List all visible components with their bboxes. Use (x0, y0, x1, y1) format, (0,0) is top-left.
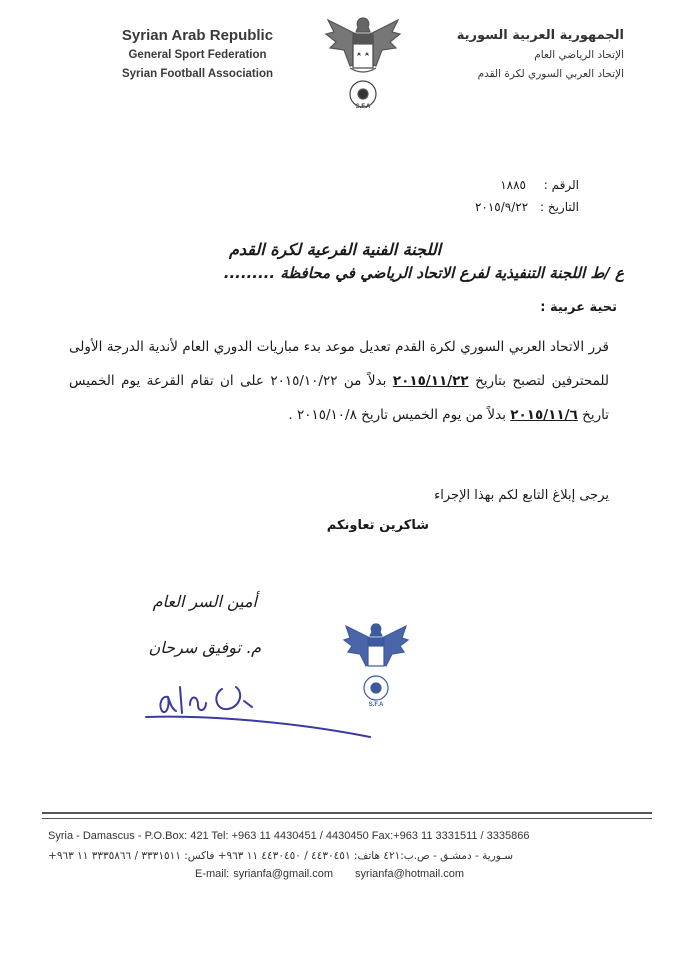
letterhead-arabic (384, 26, 624, 84)
reference-number-row (475, 174, 579, 196)
reference-date-label: التاريخ : (539, 200, 579, 214)
svg-text:S.F.A: S.F.A (368, 702, 384, 708)
reference-block (475, 174, 579, 218)
svg-text:S.F.A: S.F.A (355, 104, 371, 110)
email-hotmail-link[interactable]: syrianfa@hotmail.com (355, 868, 465, 880)
reference-number-label: الرقم : (543, 178, 579, 192)
footer-contact-en: Syria - Damascus - P.O.Box: 421 Tel: +963 11 4430451 / 4430450 Fax:+963 11 3331511 / 3335866 (48, 830, 530, 842)
federation-name-ar: الإتحاد الرياضي العام (534, 49, 624, 61)
email-label: E-mail: (195, 868, 230, 880)
signatory-title: أمين السر العام (152, 592, 257, 611)
reference-date-value: ٢٠١٥/٩/٢٢ (474, 200, 529, 214)
association-name-ar: الإتحاد العربي السوري لكرة القدم (477, 68, 624, 80)
reference-number-value: ١٨٨٥ (500, 178, 526, 192)
letter-body (69, 330, 609, 432)
addressee-executive-committee: ع /ط اللجنة التنفيذية لفرع الاتحاد الرياضي في محافظة ......... (223, 264, 624, 282)
greeting: تحية عربية : (540, 300, 617, 315)
request-note: يرجى إبلاغ التابع لكم بهذا الإجراء (434, 488, 609, 503)
body-part-3: بدلاً من يوم الخميس تاريخ ٢٠١٥/١٠/٨ . (288, 407, 506, 423)
official-stamp-icon (342, 618, 410, 710)
footer-contact-ar: سـورية - دمشـق - ص.ب:٤٢١ هاتف: ٤٤٣٠٤٥١ / ٤٤٣٠٤٥٠ ١١ ٩٦٣+ فاكس: ٣٣٣١٥١١ / ٣٣٣٥٨٦٦ ١١ ٩٦٣+ (48, 850, 514, 862)
body-part-1: قرر الاتحاد العربي السوري لكرة القدم تعديل موعد بدء مباريات الدوري العام لأندية الدرجة الأولى للمحترفين لتصبح بتاريخ (69, 339, 610, 389)
reference-date-row (475, 196, 579, 218)
new-draw-date: ٢٠١٥/١١/٦ (510, 407, 578, 423)
footer-emails (195, 868, 486, 880)
country-name-en: Syrian Arab Republic (121, 27, 274, 44)
footer-divider (42, 812, 652, 819)
country-name-ar: الجمهورية العربية السورية (456, 28, 624, 43)
letterhead-english (95, 26, 300, 84)
signatory-name: م. توفيق سرحان (148, 638, 261, 657)
new-start-date: ٢٠١٥/١١/٢٢ (392, 373, 469, 389)
addressee-committee: اللجنة الفنية الفرعية لكرة القدم (228, 240, 442, 259)
closing-thanks: شاكرين تعاونكم (326, 518, 429, 533)
federation-name-en: General Sport Federation (128, 49, 267, 61)
body-part-2: بدلاً من ٢٠١٥/١٠/٢٢ على ان تقام القرعة يوم الخميس تاريخ (69, 373, 609, 423)
association-name-en: Syrian Football Association (121, 68, 274, 80)
email-gmail-link[interactable]: syrianfa@gmail.com (233, 868, 334, 880)
